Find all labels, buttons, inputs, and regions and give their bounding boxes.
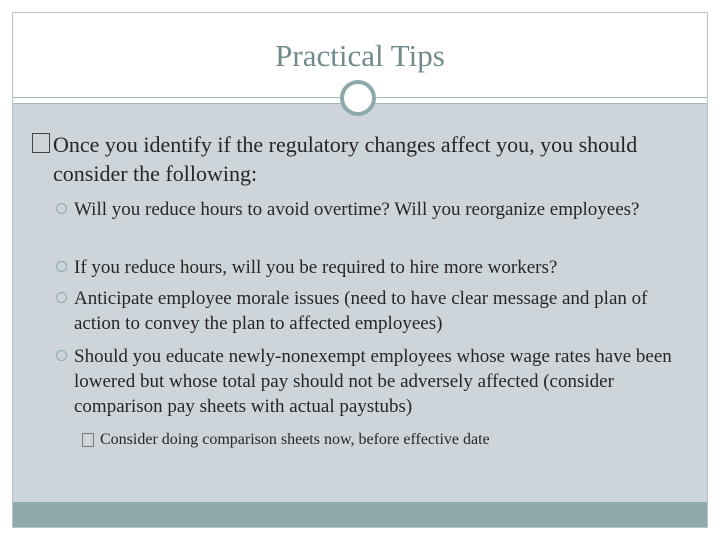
circle-bullet-icon — [56, 292, 67, 303]
bullet-text: Should you educate newly-nonexempt employees whose wage rates have been lowered but whose total pay should not be adversely affected (consider comparison pay sheets with actual paystubs) — [74, 346, 672, 417]
bullet-item — [56, 286, 676, 336]
slide-title: Practical Tips — [275, 38, 445, 73]
bullet-text: If you reduce hours, will you be required to hire more workers? — [74, 257, 558, 278]
bullet-text: Anticipate employee morale issues (need to have clear message and plan of action to convey the plan to affected employees) — [74, 288, 648, 334]
bullet-item — [56, 255, 676, 280]
square-sub-bullet-icon — [82, 433, 94, 447]
circle-bullet-icon — [56, 203, 67, 214]
circle-bullet-icon — [56, 350, 67, 361]
circle-bullet-icon — [56, 261, 67, 272]
bullet-item — [56, 197, 676, 222]
sub-bullet-item — [82, 430, 682, 450]
bullet-text: Will you reduce hours to avoid overtime? Will you reorganize employees? — [74, 199, 640, 220]
main-point — [33, 130, 693, 188]
circle-ornament-icon — [340, 80, 376, 116]
main-point-text: Once you identify if the regulatory changes affect you, you should consider the following: — [53, 132, 638, 186]
footer-band — [13, 502, 707, 527]
bullet-item — [56, 344, 676, 419]
sub-bullet-text: Consider doing comparison sheets now, before effective date — [100, 431, 490, 448]
square-bullet-icon — [32, 133, 50, 153]
